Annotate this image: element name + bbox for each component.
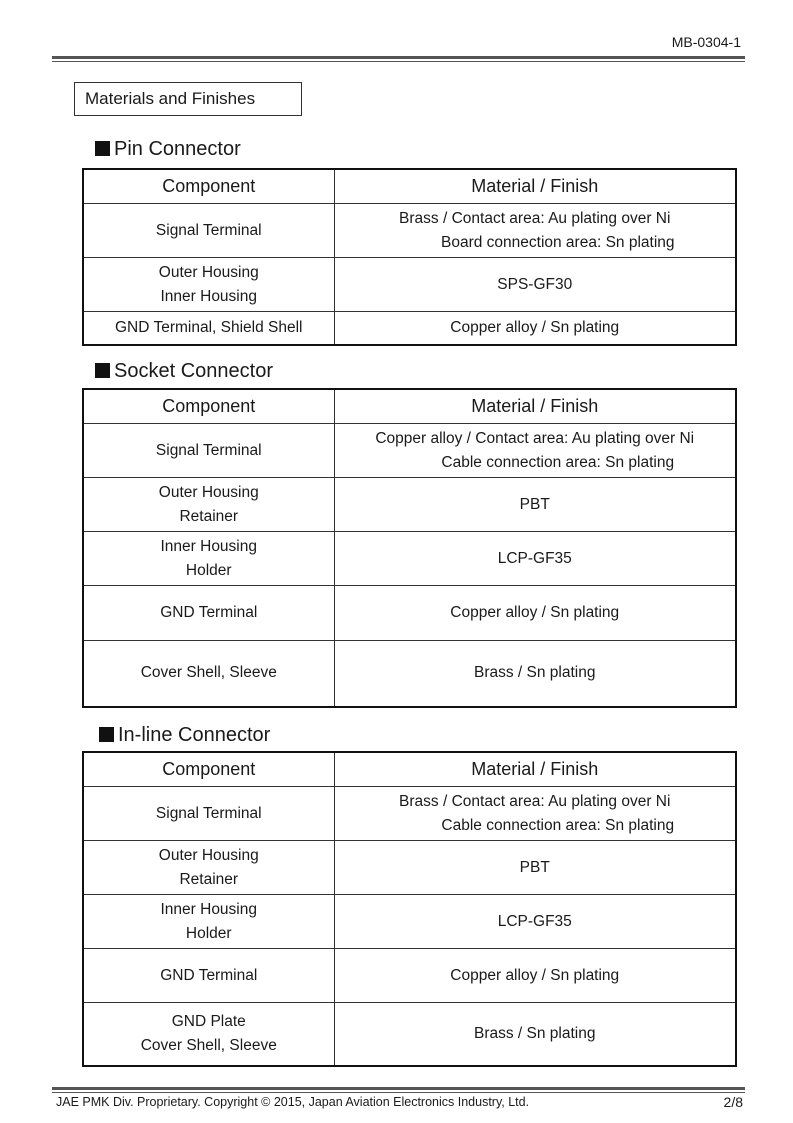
material-cell: [334, 841, 736, 895]
material-cell: [334, 424, 736, 478]
page-number: 2/8: [723, 1094, 743, 1110]
material-text: LCP-GF35: [497, 912, 572, 930]
footer-rule-thin: [52, 1092, 745, 1093]
material-cell: [334, 532, 736, 586]
footer-rule-thick: [52, 1087, 745, 1090]
component-text: Retainer: [179, 507, 239, 525]
table-row: [83, 586, 736, 641]
component-text: Retainer: [179, 870, 239, 888]
component-text: Outer Housing: [158, 263, 259, 281]
table-header-row: [83, 389, 736, 424]
material-text: Brass / Sn plating: [474, 664, 596, 682]
component-header: Component: [83, 752, 334, 787]
component-cell: [83, 424, 334, 478]
table-row: [83, 949, 736, 1003]
component-text: Outer Housing: [158, 846, 259, 864]
table-row: [83, 204, 736, 258]
table-row: [83, 641, 736, 707]
material-cell: [334, 312, 736, 345]
material-text: Board connection area: Sn plating: [440, 233, 675, 251]
table-row: [83, 1003, 736, 1066]
material-text: SPS-GF30: [497, 275, 573, 293]
table-row: [83, 478, 736, 532]
socket-connector-heading: [95, 359, 273, 383]
section-title-box: Materials and Finishes: [74, 82, 302, 116]
component-text: GND Terminal, Shield Shell: [114, 318, 303, 336]
inline-connector-title: In-line Connector: [118, 724, 271, 746]
component-cell: [83, 949, 334, 1003]
material-cell: [334, 641, 736, 707]
material-text: Copper alloy / Sn plating: [450, 318, 620, 336]
table-row: [83, 895, 736, 949]
material-header: Material / Finish: [334, 389, 736, 424]
material-text: Cable connection area: Sn plating: [441, 816, 675, 834]
square-bullet-icon: [95, 363, 110, 378]
component-cell: [83, 841, 334, 895]
inline-connector-table: [82, 751, 737, 1067]
component-text: Cover Shell, Sleeve: [140, 664, 277, 682]
material-cell: [334, 204, 736, 258]
material-cell: [334, 1003, 736, 1066]
square-bullet-icon: [95, 141, 110, 156]
table-header-row: [83, 169, 736, 204]
material-text: Cable connection area: Sn plating: [441, 453, 675, 471]
component-cell: [83, 586, 334, 641]
component-text: Cover Shell, Sleeve: [140, 1036, 277, 1054]
component-cell: [83, 204, 334, 258]
component-text: Signal Terminal: [155, 441, 262, 459]
component-text: GND Terminal: [160, 966, 258, 984]
table-row: [83, 787, 736, 841]
component-text: Inner Housing: [160, 287, 257, 305]
component-cell: [83, 312, 334, 345]
material-text: PBT: [519, 495, 550, 513]
socket-connector-title: Socket Connector: [114, 360, 273, 382]
component-text: Inner Housing: [160, 537, 257, 555]
component-cell: [83, 641, 334, 707]
material-header: Material / Finish: [334, 169, 736, 204]
socket-connector-table: [82, 388, 737, 708]
material-cell: [334, 258, 736, 312]
inline-connector-heading: [99, 723, 270, 747]
component-text: GND Plate: [171, 1012, 246, 1030]
component-text: Inner Housing: [160, 900, 257, 918]
material-text: LCP-GF35: [497, 549, 572, 567]
component-header: Component: [83, 389, 334, 424]
material-text: Brass / Sn plating: [474, 1024, 596, 1042]
footer-copyright: JAE PMK Div. Proprietary. Copyright © 2015, Japan Aviation Electronics Industry, Ltd.: [56, 1095, 530, 1109]
square-bullet-icon: [99, 727, 114, 742]
pin-connector-heading: [95, 137, 241, 161]
material-text: PBT: [519, 858, 550, 876]
pin-connector-title: Pin Connector: [114, 138, 241, 160]
table-row: [83, 312, 736, 345]
component-text: Holder: [185, 924, 232, 942]
component-cell: [83, 258, 334, 312]
table-row: [83, 258, 736, 312]
component-text: GND Terminal: [160, 604, 258, 621]
header-rule-thick: [52, 56, 745, 59]
doc-id: MB-0304-1: [671, 34, 741, 50]
pin-connector-table: [82, 168, 737, 346]
material-text: Brass / Contact area: Au plating over Ni: [399, 209, 671, 227]
material-text: Copper alloy / Contact area: Au plating over Ni: [375, 429, 695, 447]
table-header-row: [83, 752, 736, 787]
material-header: Material / Finish: [334, 752, 736, 787]
table-row: [83, 532, 736, 586]
material-text: Brass / Contact area: Au plating over Ni: [399, 792, 671, 810]
component-text: Holder: [185, 561, 232, 579]
material-cell: [334, 586, 736, 641]
component-cell: [83, 532, 334, 586]
component-text: Signal Terminal: [155, 221, 262, 239]
table-row: [83, 424, 736, 478]
material-text: Copper alloy / Sn plating: [450, 604, 620, 621]
component-text: Outer Housing: [158, 483, 259, 501]
component-header: Component: [83, 169, 334, 204]
material-cell: [334, 478, 736, 532]
component-cell: [83, 895, 334, 949]
component-cell: [83, 478, 334, 532]
material-text: Copper alloy / Sn plating: [450, 966, 620, 984]
table-row: [83, 841, 736, 895]
component-cell: [83, 787, 334, 841]
material-cell: [334, 787, 736, 841]
header-rule-thin: [52, 61, 745, 62]
component-cell: [83, 1003, 334, 1066]
component-text: Signal Terminal: [155, 804, 262, 822]
material-cell: [334, 895, 736, 949]
material-cell: [334, 949, 736, 1003]
